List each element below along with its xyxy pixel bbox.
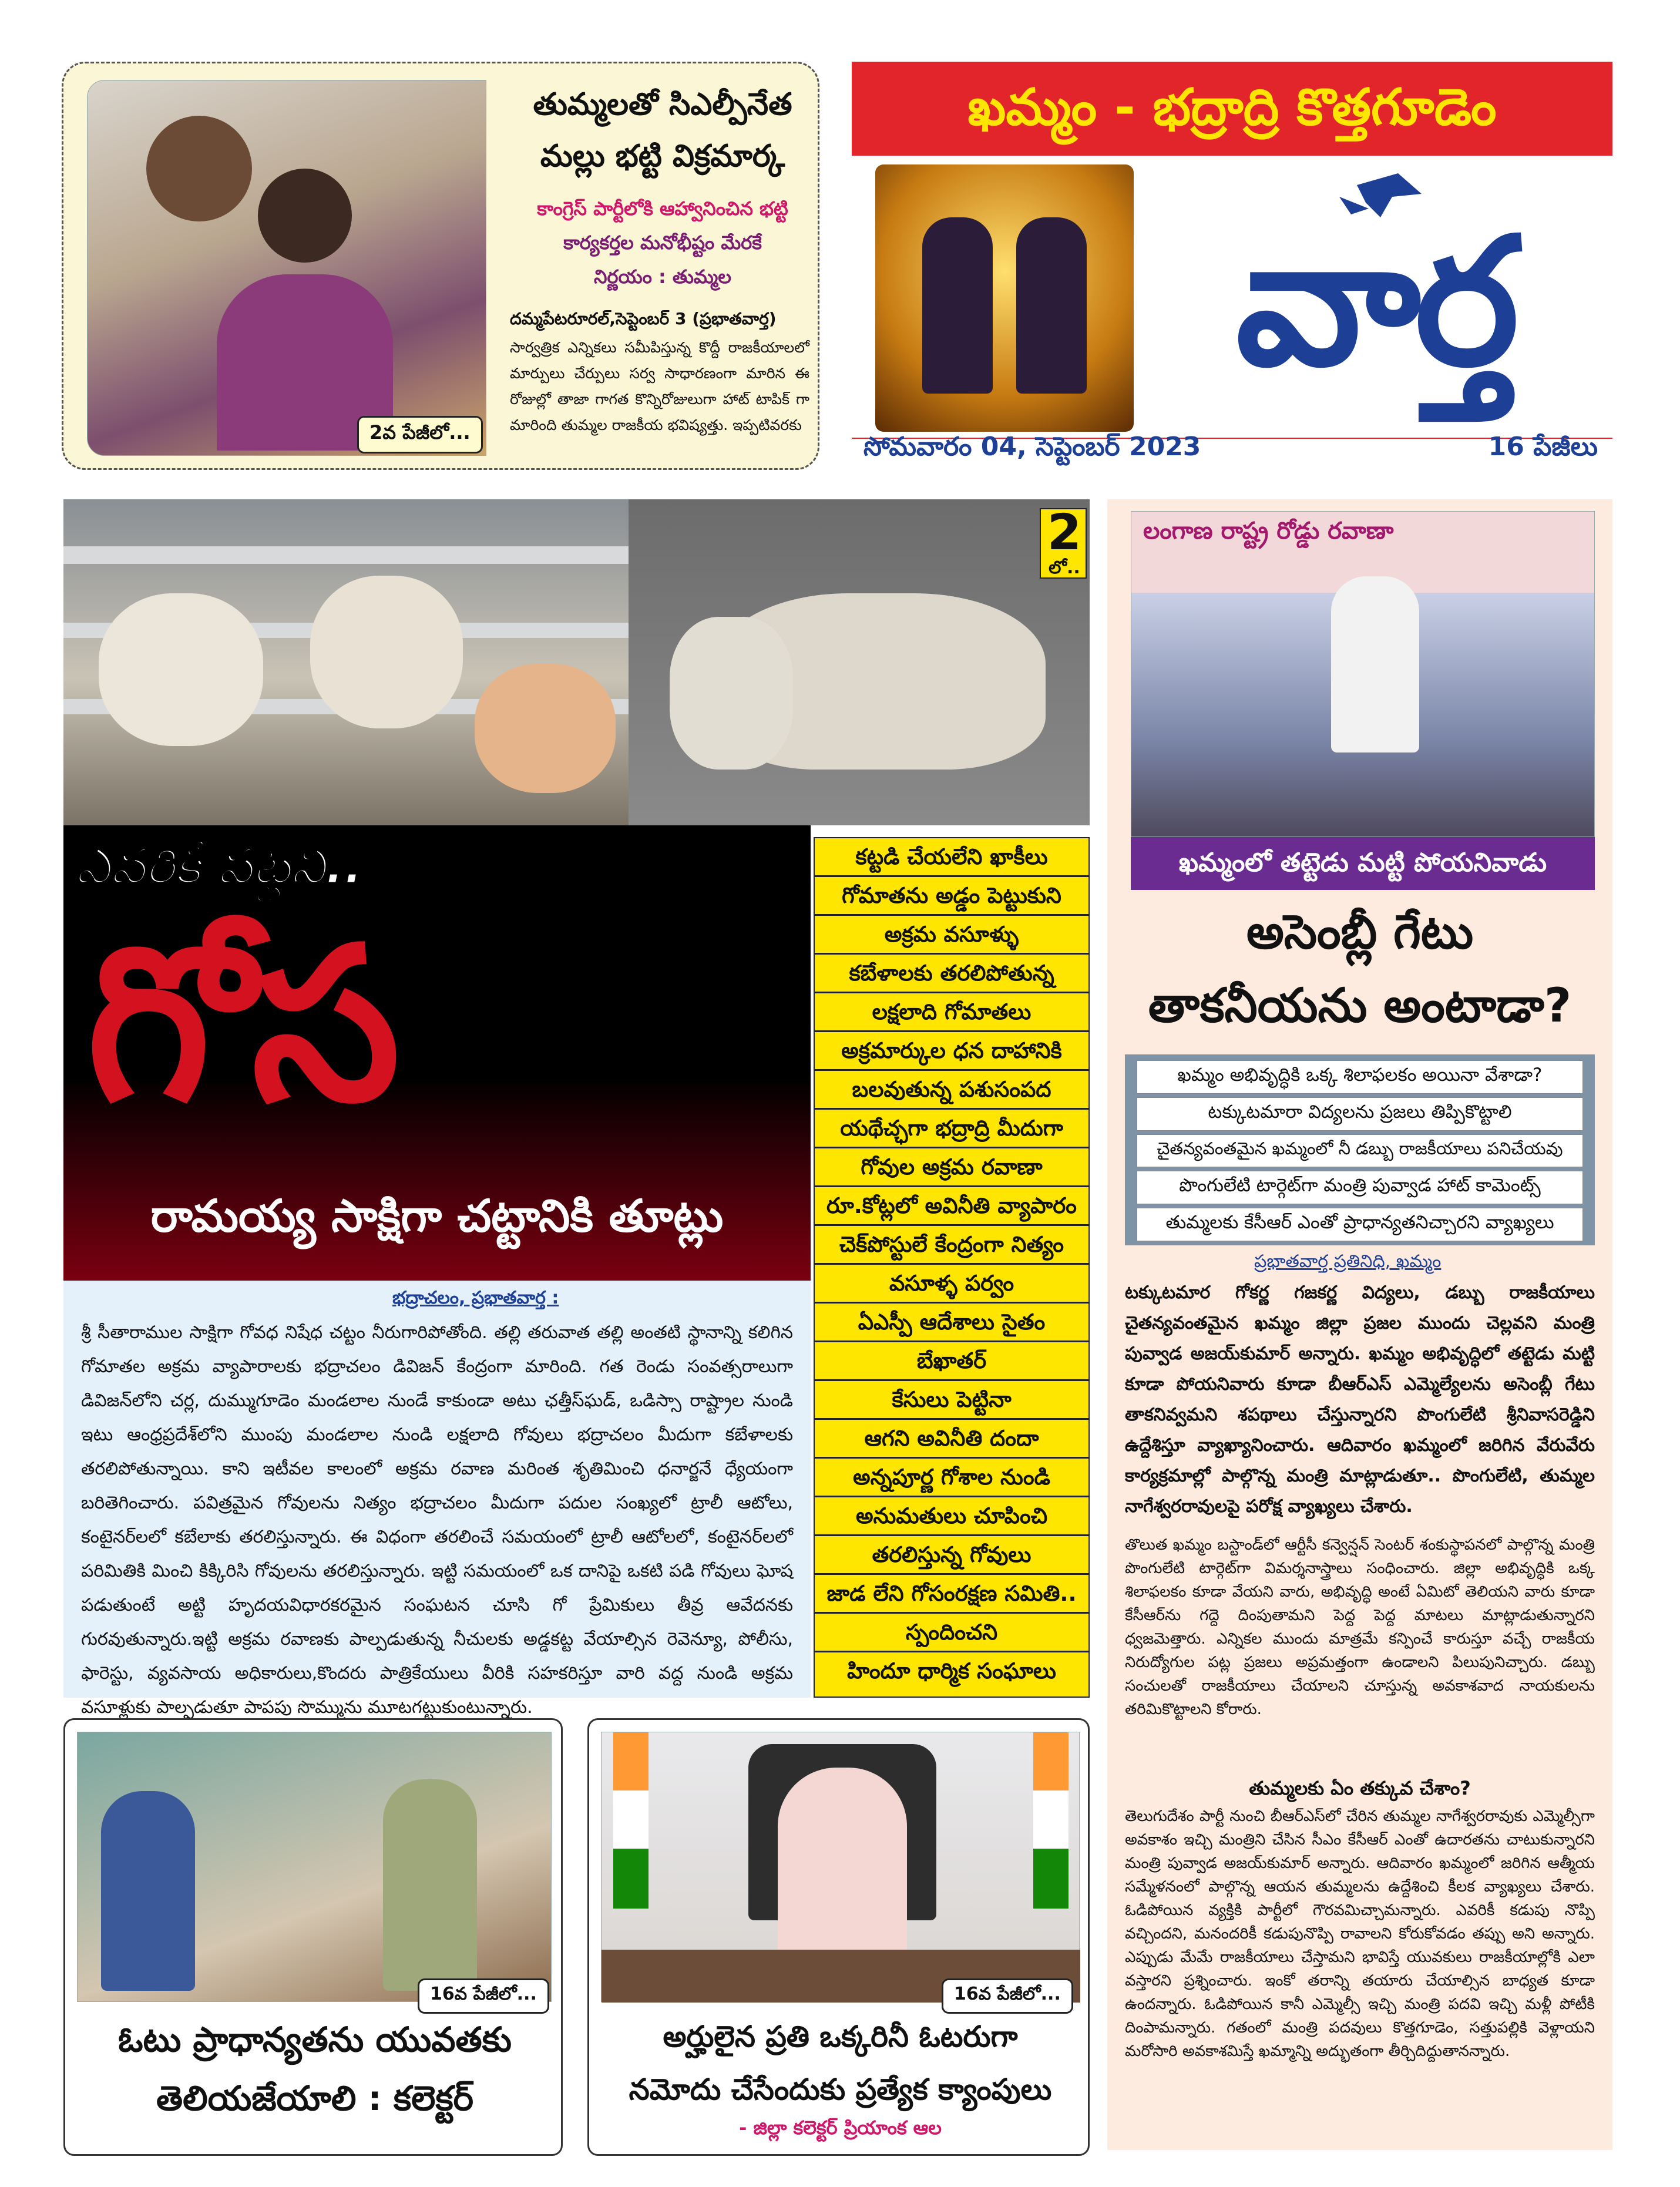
right-subhead: తుమ్మలకు ఏం తక్కువ చేశాం?: [1249, 1777, 1471, 1799]
person-figure: [101, 1791, 195, 1991]
right-photo-caption-bar: [1131, 837, 1595, 890]
sidebar-line: యథేచ్ఛగా భద్రాద్రి మీదుగా: [815, 1110, 1088, 1148]
bottom-left-headline-1: ఓటు ప్రాధాన్యతను యువతకు: [118, 2020, 512, 2060]
sidebar-line: బలవుతున్న పశుసంపద: [815, 1071, 1088, 1110]
person-figure: [258, 169, 352, 263]
masthead: [852, 62, 1612, 473]
lead-kicker: ఎవరికీ పట్టని..: [75, 837, 363, 895]
flag-icon: [1033, 1732, 1069, 1909]
top-story-headline-2: మల్లు భట్టి విక్రమార్క: [540, 139, 785, 174]
sidebar-line: హిందూ ధార్మిక సంఘాలు: [847, 1658, 1056, 1684]
top-story-box: [62, 62, 819, 470]
sidebar-line: ఆగని అవినీతి దందా: [815, 1420, 1088, 1459]
sidebar-line: జాడ లేని గోసంరక్షణ సమితి..: [815, 1575, 1088, 1614]
sidebar-line: అక్రమార్కుల ధన దాహానికి: [815, 1032, 1088, 1071]
top-story-sub-1: కాంగ్రెస్ పార్టీలోకి ఆహ్వానించిన భట్టి: [537, 197, 788, 220]
masthead-region-bar: [852, 62, 1612, 156]
right-sub-line: ఖమ్మం అభివృద్ధికి ఒక్క శిలాఫలకం అయినా వేశాడా?: [1137, 1060, 1583, 1094]
masthead-logo-text: వార్త: [1235, 200, 1514, 405]
right-headline-1: అసెంబ్లీ గేటు: [1246, 905, 1474, 959]
bottom-mid-headline-1: అర్హులైన ప్రతి ఒక్కరినీ ఓటరుగా: [663, 2020, 1018, 2054]
sidebar-line: గోమాతను అడ్డం పెట్టుకుని: [815, 877, 1088, 916]
bottom-mid-headline-2: నమోదు చేసేందుకు ప్రత్యేక క్యాంపులు: [629, 2072, 1052, 2107]
lead-sidebar: [814, 837, 1090, 1698]
lead-photo-cow: [629, 499, 1090, 825]
sidebar-line: వసూళ్ళ పర్వం: [815, 1265, 1088, 1304]
top-story-headline-1: తుమ్మలతో సిఎల్పీనేత: [533, 87, 792, 122]
lead-body: శ్రీ సీతారాముల సాక్షిగా గోవధ నిషేధ చట్టం నీరుగారిపోతోంది. తల్లి తరువాత తల్లి అంతటి స్థానాన్ని కలిగిన గోమాతల అక్రమ వ్యాపారాలకు భద్రాచలం డివిజన్ కేంద్రంగా మారింది. గత రెండు సంవత్సరాలుగా డివిజన్‌లోని చర్ల, దుమ్ముగూడెం మండలాల నుండే కాకుండా అటు ఛత్తీస్‌ఘడ్, ఒడిస్సా రాష్ట్రాల నుండి ఇటు ఆంధ్రప్రదేశ్‌లోని ముంపు మండలాల నుండి లక్షలాది గోవులు భద్రాచలం మీదుగా కబేళాలకు తరలిపోతున్నాయి. కాని ఇటీవల కాలంలో అక్రమ రవాణ మరింత శృతిమించి ధనార్జనే ధ్యేయంగా బరితెగించారు. పవిత్రమైన గోవులను నిత్యం భద్రాచలం మీదుగా పదుల సంఖ్యలో ట్రాలీ ఆటోలు, కంటైనర్‌లలో కబేలాకు తరలిస్తున్నారు. ఈ విధంగా తరలించే సమయంలో ట్రాలీ ఆటోలలో, కంటైనర్‌లలో పరిమితికి మించి కిక్కిరిసి గోవులను తరలిస్తున్నారు. ఇట్టి సమయంలో ఒక దానిపై ఒకటి పడి గోవులు ఘోష పడుతుంటే అట్టి హృదయవిధారకరమైన సంఘటన చూసి గో ప్రేమికులు తీవ్ర ఆవేదనకు గురవుతున్నారు.ఇట్టి అక్రమ రవాణకు పాల్పడుతున్న నీచులకు అడ్డకట్ట వేయాల్సిన రెవెన్యూ, పోలీసు, ఫారెస్టు, వ్యవసాయ అధికారులు,కొందరు పాత్రికేయులు వీరికి సహకరిస్తూ వారి వద్ద నుండి అక్రమ వసూళ్లుకు పాల్పడుతూ పాపపు సొమ్మును మూటగట్టుకుంటున్నారు.: [81, 1322, 793, 1718]
speaker-figure: [1331, 576, 1419, 752]
lead-dateline: భద్రాచలం, ప్రభాతవార్త :: [392, 1288, 559, 1308]
cow-head: [670, 617, 793, 770]
lead-graphic-panel: [63, 825, 811, 1281]
top-story-page-ref[interactable]: 2వ పేజీలో...: [357, 416, 483, 453]
bottom-left-headline-2: తెలియజేయాలి : కలెక్టర్: [156, 2078, 473, 2118]
bottom-mid-page-ref[interactable]: 16వ పేజీలో...: [942, 1978, 1073, 2014]
top-story-dateline: దమ్మపేటరూరల్,సెప్టెంబర్ 3 (ప్రభాతవార్త): [510, 309, 777, 328]
top-story-photo: [87, 80, 486, 456]
masthead-pages: 16 పేజీలు: [1488, 432, 1598, 462]
bottom-mid-photo: [601, 1732, 1080, 2002]
right-story-photo: [1131, 511, 1595, 837]
right-dateline: ప్రభాతవార్త ప్రతినిధి, ఖమ్మం: [1254, 1251, 1442, 1272]
bottom-mid-byline: - జిల్లా కలెక్టర్ ప్రియాంక ఆల: [739, 2117, 942, 2139]
right-sub-line: టక్కుటమారా విద్యలను ప్రజలు తిప్పికొట్టాలి: [1137, 1097, 1583, 1131]
lead-title-word: గోస: [87, 902, 397, 1148]
right-sub-line: తుమ్మలకు కేసీఆర్ ఎంతో ప్రాధాన్యతనిచ్చారని వ్యాఖ్యలు: [1137, 1208, 1583, 1241]
sidebar-line: బేఖాతర్: [815, 1342, 1088, 1381]
right-sub-line: చైతన్యవంతమైన ఖమ్మంలో నీ డబ్బు రాజకీయాలు పనిచేయవు: [1137, 1134, 1583, 1167]
right-headline-2: తాకనీయను అంటాడా?: [1148, 978, 1572, 1033]
right-body-2: తెలుగుదేశం పార్టీ నుంచి బీఆర్‌ఎస్‌లో చేరిన తుమ్మల నాగేశ్వరరావుకు ఎమ్మెల్సీగా అవకాశం ఇచ్చి మంత్రిని చేసిన సీఎం కేసీఆర్ ఎంతో ఉదారతను చాటుకున్నారని మంత్రి పువ్వాడ అజయ్‌కుమార్ అన్నారు. ఆదివారం ఖమ్మంలో జరిగిన ఆత్మీయ సమ్మేళనంలో పాల్గొన్న ఆయన తుమ్మలను ఉద్దేశించి కీలక వ్యాఖ్యలు చేశారు. ఓడిపోయిన వ్యక్తికి పార్టీలో గౌరవమిచ్చామన్నారు. ఎవరికీ కడుపు నొప్పి వచ్చిందని, మనందరికీ కడుపునొప్పి రావాలని కోరుకోవడం తప్పు అని అన్నారు. ఎప్పుడు మేమే రాజకీయాలు చేస్తామని భావిస్తే యువకులు రాజకీయాల్లోకి ఎలా వస్తారని ప్రశ్నించారు. ఇంకో తరాన్ని తయారు చేయాల్సిన బాధ్యత కూడా ఉందన్నారు. ఓడిపోయిన కానీ ఎమ్మెల్సీ ఇచ్చి మంత్రి పదవి ఇచ్చి మళ్లీ పోటీకి దింపామన్నారు. గతంలో మంత్రి పదవులు కొత్తగూడెం, సత్తుపల్లికి వెళ్లాయని మరోసారి అవకాశమిస్తే ఖమ్మాన్ని అద్భుతంగా తీర్చిదిద్దుతానన్నారు.: [1125, 1808, 1595, 2060]
lead-page-badge-num: 2: [1047, 503, 1082, 561]
sidebar-line: తరలిస్తున్న గోవులు: [815, 1536, 1088, 1575]
deity-figure: [922, 217, 993, 394]
sidebar-line: స్పందించని: [815, 1614, 1088, 1652]
bottom-left-photo: [77, 1732, 552, 2002]
sidebar-line: ఏఎస్పీ ఆదేశాలు సైతం: [815, 1304, 1088, 1342]
cow-head: [99, 593, 263, 746]
lead-banner: రామయ్య సాక్షిగా చట్టానికి తూట్లు: [150, 1190, 724, 1242]
masthead-region: ఖమ్మం - భద్రాద్రి కొత్తగూడెం: [967, 78, 1497, 137]
lead-body-box: [63, 1281, 811, 1718]
top-story-sub-2: కార్యకర్తల మనోభీష్టం మేరకే: [563, 231, 762, 254]
bottom-left-box: [63, 1718, 563, 2156]
sidebar-line: అన్నపూర్ణ గోశాల నుండి: [815, 1459, 1088, 1497]
cow-head: [310, 576, 463, 728]
sidebar-line: అక్రమ వసూళ్ళు: [815, 916, 1088, 955]
lead-photo-cattle-pen: [63, 499, 629, 825]
sidebar-line: కబేళాలకు తరలిపోతున్న: [815, 955, 1088, 993]
sidebar-line: లక్షలాది గోమాతలు: [815, 993, 1088, 1032]
sidebar-line: కేసులు పెట్టినా: [815, 1381, 1088, 1420]
pen-rail: [63, 546, 629, 564]
person-figure: [778, 1768, 907, 1956]
deity-figure: [1016, 217, 1087, 394]
bottom-mid-box: [587, 1718, 1090, 2156]
right-sublines-box: [1125, 1054, 1595, 1245]
right-sub-line: పొంగులేటి టార్గెట్‌గా మంత్రి పువ్వాడ హాట్ కామెంట్స్: [1137, 1171, 1583, 1204]
right-intro: టక్కుటమార గోకర్ణ గజకర్ణ విద్యలు, డబ్బు రాజకీయాలు చైతన్యవంతమైన ఖమ్మం జిల్లా ప్రజల ముందు చెల్లవని మంత్రి పువ్వాడ అజయ్‌కుమార్ అన్నారు. ఖమ్మం అభివృద్ధిలో తట్టెడు మట్టి కూడా పోయనివారు కూడా బీఆర్‌ఎస్ ఎమ్మెల్యేలను అసెంబ్లీ గేటు తాకనివ్వమని శపథాలు చేస్తున్నారని పొంగులేటి శ్రీనివాసరెడ్డిని ఉద్దేశిస్తూ వ్యాఖ్యానించారు. ఆదివారం ఖమ్మంలో జరిగిన వేరువేరు కార్యక్రమాల్లో పాల్గొన్న మంత్రి మాట్లాడుతూ.. పొంగులేటి, తుమ్మల నాగేశ్వరరావులపై పరోక్ష వ్యాఖ్యలు చేశారు.: [1125, 1282, 1595, 1517]
right-photo-caption: ఖమ్మంలో తట్టెడు మట్టి పోయనివాడు: [1178, 848, 1547, 878]
sidebar-line: కట్టడి చేయలేని ఖాకీలు: [815, 838, 1088, 877]
sidebar-line: చెక్‌పోస్టులే కేంద్రంగా నిత్యం: [815, 1226, 1088, 1265]
person-figure: [383, 1779, 477, 1991]
right-body-1: తొలుత ఖమ్మం బస్టాండ్‌లో ఆర్టీసీ కన్వెన్షన్ సెంటర్ శంకుస్థాపనలో పాల్గొన్న మంత్రి పొంగులేటి టార్గెట్‌గా విమర్శనాస్త్రాలు సంధించారు. జిల్లా అభివృద్ధికి ఒక్క శిలాఫలకం కూడా వేయని వారు, అభివృద్ధి అంటే ఏమిటో తెలియని వారు కూడా కేసీఆర్‌ను గద్దె దింపుతామని పెద్ద పెద్ద మాటలు మాట్లాడుతున్నారని ధ్వజమెత్తారు. ఎన్నికల ముందు మాత్రమే కన్పించే కారుస్తూ వచ్చే రాజకీయ నిరుద్యోగుల పట్ల ప్రజలు అప్రమత్తంగా ఉండాలని పిలుపునిచ్చారు. డబ్బు సంచులతో రాజకీయాలు చేయాలని చూస్తున్న అవకాశవాద నాయకులను తరిమికొట్టాలని కోరారు.: [1125, 1536, 1595, 1718]
sidebar-line: రూ.కోట్లలో అవినీతి వ్యాపారం: [815, 1187, 1088, 1226]
lead-page-badge[interactable]: [1040, 503, 1087, 579]
person-figure: [146, 116, 252, 221]
bottom-left-page-ref[interactable]: 16వ పేజీలో...: [418, 1978, 549, 2014]
top-story-body: సార్వత్రిక ఎన్నికలు సమీపిస్తున్న కొద్దీ రాజకీయాలలో మార్పులు చేర్పులు సర్వ సాధారణంగా మారిన ఈ రోజుల్లో తాజా గాగత కొన్నిరోజులుగా హాట్ టాపిక్ గా మారింది తుమ్మల రాజకీయ భవిష్యత్తు. ఇప్పటివరకు: [510, 339, 809, 434]
flag-icon: [613, 1732, 649, 1909]
lead-page-badge-text: లో..: [1049, 557, 1080, 578]
masthead-logo: [1145, 162, 1604, 438]
sidebar-line: గోవుల అక్రమ రవాణా: [815, 1148, 1088, 1187]
deity-photo: [875, 164, 1134, 432]
sidebar-line: అనుమతులు చూపించి: [815, 1497, 1088, 1536]
cow-head: [475, 664, 616, 793]
top-story-sub-3: నిర్ణయం : తుమ్మల: [594, 266, 731, 288]
right-photo-banner: లంగాణ రాష్ట్ర రోడ్డు రవాణా: [1143, 518, 1394, 545]
masthead-date: సోమవారం 04, సెప్టెంబర్ 2023: [863, 432, 1201, 462]
